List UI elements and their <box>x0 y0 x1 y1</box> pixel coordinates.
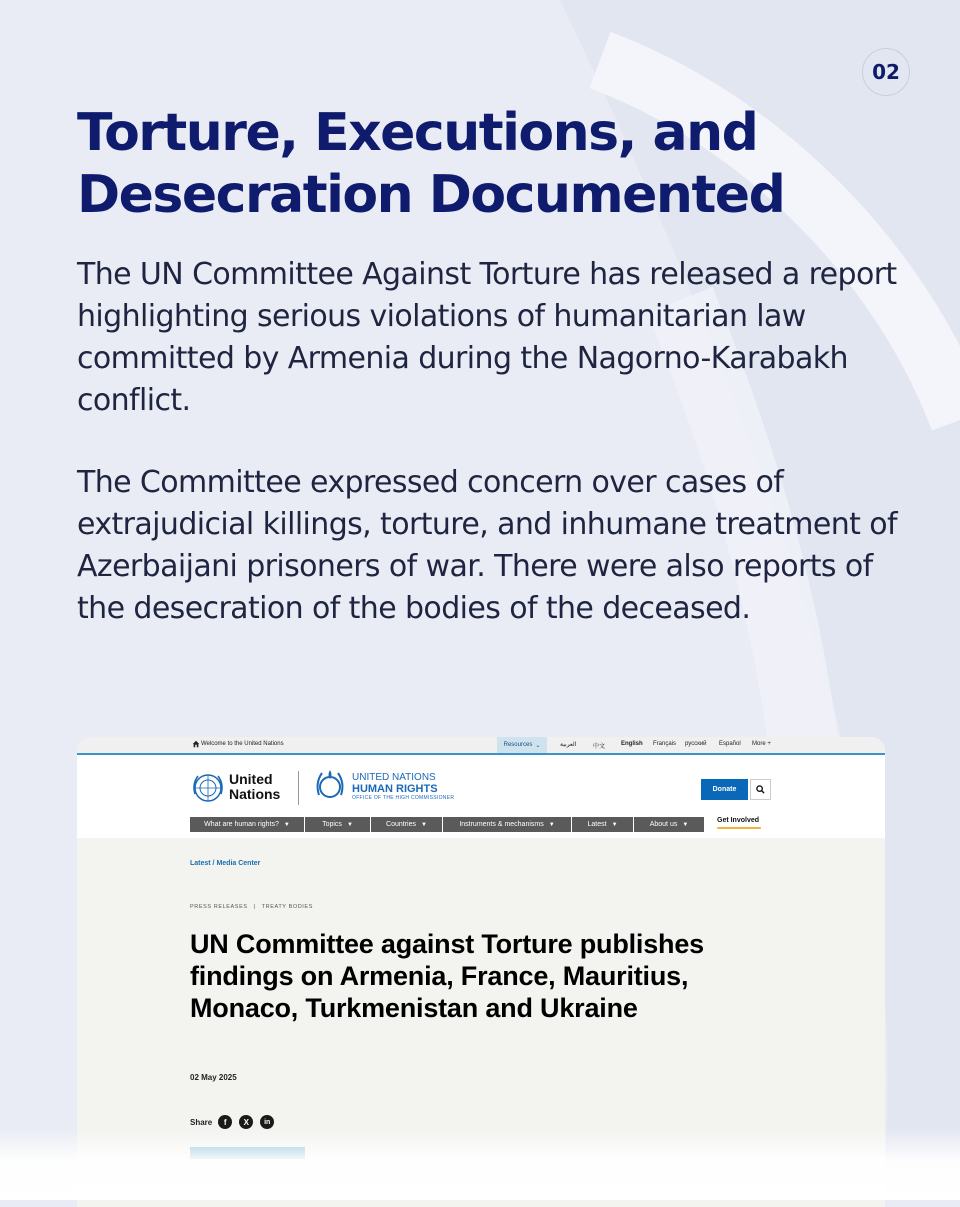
nav-countries[interactable] <box>371 817 443 832</box>
x-icon[interactable]: X <box>239 1115 253 1129</box>
ohchr-line1: UNITED NATIONS <box>352 772 436 783</box>
lang-chinese[interactable]: 中文 <box>593 744 606 750</box>
share-label: Share <box>190 1117 213 1127</box>
nav-label: About us <box>649 821 678 828</box>
article-title: UN Committee against Torture publishes findings on Armenia, France, Mauritius, Monaco, Turkmenistan and Ukraine <box>190 929 704 1023</box>
bottom-fade <box>0 1128 960 1200</box>
lang-russian[interactable]: русский <box>685 741 707 747</box>
lang-english[interactable]: English <box>621 741 643 747</box>
search-button[interactable] <box>750 779 771 800</box>
chevron-down-icon: ⌄ <box>535 742 541 749</box>
article-tags: PRESS RELEASES | TREATY BODIES <box>190 904 313 910</box>
caret-down-icon: ▼ <box>548 821 555 828</box>
nav-topics[interactable] <box>305 817 371 832</box>
breadcrumb[interactable]: Latest / Media Center <box>190 860 261 867</box>
nav-about-us[interactable] <box>634 817 704 832</box>
nav-label: Latest <box>587 821 607 828</box>
lang-french[interactable]: Français <box>653 741 677 747</box>
nav-instruments-mechanisms[interactable] <box>443 817 572 832</box>
nav-label: Instruments & mechanisms <box>459 821 544 828</box>
un-wordmark[interactable] <box>229 772 299 802</box>
caret-down-icon: ▼ <box>283 821 290 828</box>
caret-down-icon: ▼ <box>682 821 689 828</box>
un-wordmark-line2: Nations <box>229 786 281 802</box>
share-bar <box>190 1115 281 1129</box>
nav-latest[interactable] <box>572 817 634 832</box>
headline: Torture, Executions, and Desecration Documented <box>77 103 785 225</box>
ohchr-wordmark[interactable] <box>352 772 472 802</box>
get-involved-link[interactable]: Get Involved <box>717 817 760 824</box>
welcome-link[interactable]: Welcome to the United Nations <box>201 741 284 747</box>
un-topbar <box>77 737 885 753</box>
get-involved-underline <box>717 827 761 829</box>
logo-divider <box>298 771 299 805</box>
paragraph-1: The UN Committee Against Torture has released a report highlighting serious violations of humanitarian law committed by Armenia during the Nagorno-Karabakh conflict. <box>77 257 897 418</box>
nav-label: Countries <box>386 821 416 828</box>
search-icon <box>756 785 765 794</box>
tag-press-releases[interactable]: PRESS RELEASES <box>190 904 248 910</box>
nav-what-are-human-rights[interactable] <box>190 817 305 832</box>
lang-more[interactable]: More + <box>752 741 771 747</box>
tag-treaty-bodies[interactable]: TREATY BODIES <box>261 904 313 910</box>
un-emblem-icon <box>190 770 226 806</box>
caret-down-icon: ▼ <box>611 821 618 828</box>
nav-label: What are human rights? <box>204 821 279 828</box>
linkedin-icon[interactable]: in <box>260 1115 274 1129</box>
ohchr-emblem-icon <box>312 767 348 803</box>
resources-dropdown[interactable] <box>497 737 547 753</box>
caret-down-icon: ▼ <box>346 821 353 828</box>
paragraph-2: The Committee expressed concern over cases of extrajudicial killings, torture, and inhumane treatment of Azerbaijani prisoners of war. There were also reports of the desecration of the bodies of the deceased. <box>77 465 897 626</box>
caret-down-icon: ▼ <box>421 821 427 828</box>
lang-spanish[interactable]: Español <box>719 741 741 747</box>
nav-label: Topics <box>322 821 342 828</box>
article-date: 02 May 2025 <box>190 1073 237 1082</box>
home-icon <box>192 740 200 750</box>
un-wordmark-line1: United <box>229 771 273 787</box>
page-number-badge: 02 <box>862 48 910 96</box>
lang-arabic[interactable]: العربية <box>560 742 577 748</box>
accent-line <box>77 753 885 755</box>
ohchr-line3: OFFICE OF THE HIGH COMMISSIONER <box>352 795 455 801</box>
donate-button[interactable]: Donate <box>701 779 748 800</box>
ohchr-line2: HUMAN RIGHTS <box>352 783 438 795</box>
facebook-icon[interactable]: f <box>218 1115 232 1129</box>
resources-label: Resources <box>503 742 533 748</box>
